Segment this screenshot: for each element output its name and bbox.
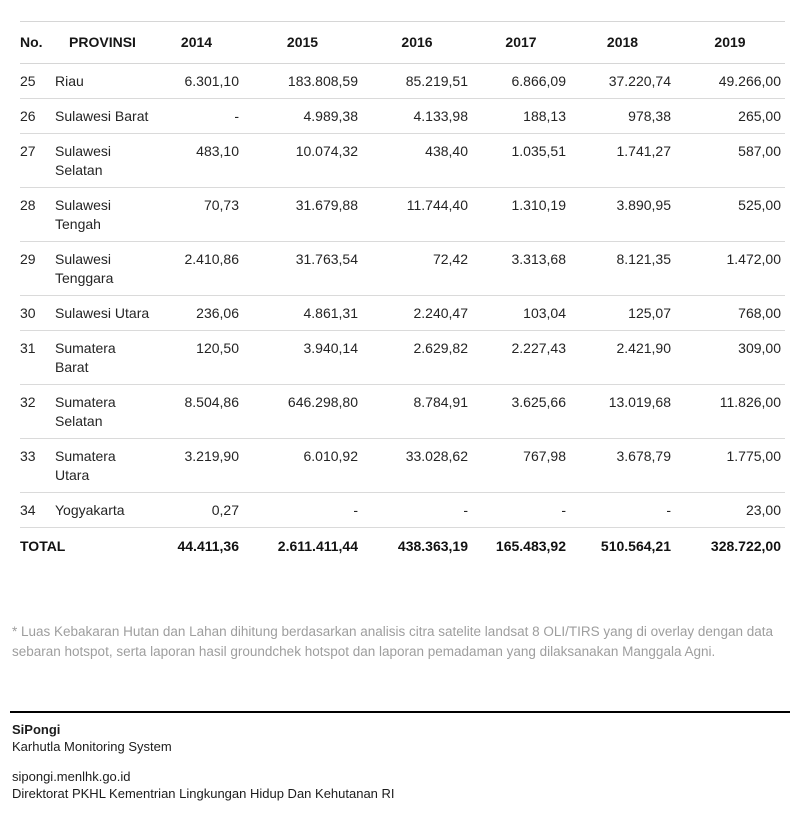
- row-number: 25: [20, 64, 55, 99]
- organization-name: Direktorat PKHL Kementrian Lingkungan Hidup Dan Kehutanan RI: [12, 786, 395, 801]
- total-value-2016: 438.363,19: [397, 538, 468, 554]
- row-number: 28: [20, 188, 55, 242]
- row-number: 29: [20, 242, 55, 296]
- value-2014: 0,27: [150, 493, 243, 528]
- value-2018: 37.220,74: [570, 64, 675, 99]
- value-2016: -: [362, 493, 472, 528]
- value-2017: 3.625,66: [472, 385, 570, 439]
- table-row: [20, 385, 785, 439]
- value-2018: 1.741,27: [570, 134, 675, 188]
- row-number: 34: [20, 493, 55, 528]
- value-2017: 3.313,68: [472, 242, 570, 296]
- value-2018: -: [570, 493, 675, 528]
- row-number: 26: [20, 99, 55, 134]
- value-2016: 8.784,91: [362, 385, 472, 439]
- value-2017: 767,98: [472, 439, 570, 493]
- total-value-2014: 44.411,36: [177, 538, 239, 554]
- table-row: [20, 64, 785, 99]
- column-header-no: No.: [20, 22, 55, 64]
- value-2015: -: [243, 493, 362, 528]
- province-name: Riau: [55, 64, 150, 99]
- value-2015: 10.074,32: [243, 134, 362, 188]
- value-2019: 587,00: [675, 134, 785, 188]
- value-2017: 2.227,43: [472, 331, 570, 385]
- column-header-2014: 2014: [150, 22, 243, 64]
- province-name: Yogyakarta: [55, 493, 150, 528]
- value-2016: 33.028,62: [362, 439, 472, 493]
- value-2019: 768,00: [675, 296, 785, 331]
- total-row: [20, 528, 785, 565]
- table-row: [20, 242, 785, 296]
- value-2019: 309,00: [675, 331, 785, 385]
- website-url: sipongi.menlhk.go.id: [12, 769, 131, 784]
- row-number: 31: [20, 331, 55, 385]
- value-2019: 49.266,00: [675, 64, 785, 99]
- column-header-2017: 2017: [472, 22, 570, 64]
- footnote-text: * Luas Kebakaran Hutan dan Lahan dihitung berdasarkan analisis citra satelite landsat 8 OLI/TIRS yang di overlay dengan data sebaran hotspot, serta laporan hasil groundchek hotspot dan laporan pemadaman yang dilaksanakan Manggala Agni.: [12, 624, 773, 659]
- column-header-provinsi: PROVINSI: [55, 22, 150, 64]
- value-2016: 438,40: [362, 134, 472, 188]
- table-row: [20, 331, 785, 385]
- row-number: 30: [20, 296, 55, 331]
- value-2018: 3.890,95: [570, 188, 675, 242]
- table-row: [20, 134, 785, 188]
- value-2014: 2.410,86: [150, 242, 243, 296]
- table-row: [20, 188, 785, 242]
- value-2019: 525,00: [675, 188, 785, 242]
- total-value-2018: 510.564,21: [600, 538, 671, 554]
- app-name: SiPongi: [12, 722, 61, 737]
- value-2014: 483,10: [150, 134, 243, 188]
- table-row: [20, 493, 785, 528]
- value-2017: -: [472, 493, 570, 528]
- province-name: Sulawesi Utara: [55, 296, 150, 331]
- value-2015: 4.989,38: [243, 99, 362, 134]
- value-2018: 13.019,68: [570, 385, 675, 439]
- value-2014: 8.504,86: [150, 385, 243, 439]
- value-2018: 125,07: [570, 296, 675, 331]
- table-header: [20, 22, 785, 64]
- value-2017: 1.035,51: [472, 134, 570, 188]
- value-2015: 4.861,31: [243, 296, 362, 331]
- province-name: Sumatera Selatan: [55, 385, 150, 439]
- column-header-2015: 2015: [243, 22, 362, 64]
- value-2017: 188,13: [472, 99, 570, 134]
- app-subtitle: Karhutla Monitoring System: [12, 739, 172, 754]
- total-value-2019: 328.722,00: [710, 538, 781, 554]
- value-2015: 31.763,54: [243, 242, 362, 296]
- value-2014: 6.301,10: [150, 64, 243, 99]
- value-2014: 3.219,90: [150, 439, 243, 493]
- value-2017: 103,04: [472, 296, 570, 331]
- value-2014: -: [150, 99, 243, 134]
- value-2014: 70,73: [150, 188, 243, 242]
- value-2016: 4.133,98: [362, 99, 472, 134]
- value-2017: 6.866,09: [472, 64, 570, 99]
- footer-divider: [10, 711, 790, 713]
- column-header-2018: 2018: [570, 22, 675, 64]
- province-name: Sumatera Barat: [55, 331, 150, 385]
- row-number: 27: [20, 134, 55, 188]
- karhutla-area-table: [20, 21, 785, 564]
- value-2019: 1.472,00: [675, 242, 785, 296]
- row-number: 33: [20, 439, 55, 493]
- table-body: [20, 64, 785, 528]
- table-row: [20, 99, 785, 134]
- value-2016: 2.240,47: [362, 296, 472, 331]
- value-2017: 1.310,19: [472, 188, 570, 242]
- value-2015: 646.298,80: [243, 385, 362, 439]
- table-row: [20, 439, 785, 493]
- value-2015: 183.808,59: [243, 64, 362, 99]
- value-2019: 23,00: [675, 493, 785, 528]
- value-2014: 236,06: [150, 296, 243, 331]
- total-value-2017: 165.483,92: [495, 538, 566, 554]
- row-number: 32: [20, 385, 55, 439]
- province-name: Sulawesi Selatan: [55, 134, 150, 188]
- province-name: Sulawesi Tengah: [55, 188, 150, 242]
- value-2016: 85.219,51: [362, 64, 472, 99]
- footer-app-block: [12, 721, 172, 755]
- value-2014: 120,50: [150, 331, 243, 385]
- footer-org-block: [12, 768, 395, 802]
- value-2018: 978,38: [570, 99, 675, 134]
- province-name: Sumatera Utara: [55, 439, 150, 493]
- value-2019: 265,00: [675, 99, 785, 134]
- value-2015: 3.940,14: [243, 331, 362, 385]
- value-2016: 11.744,40: [362, 188, 472, 242]
- value-2018: 8.121,35: [570, 242, 675, 296]
- column-header-2019: 2019: [675, 22, 785, 64]
- total-label: TOTAL: [20, 538, 66, 554]
- province-name: Sulawesi Barat: [55, 99, 150, 134]
- column-header-2016: 2016: [362, 22, 472, 64]
- value-2018: 2.421,90: [570, 331, 675, 385]
- value-2019: 11.826,00: [675, 385, 785, 439]
- total-value-2015: 2.611.411,44: [277, 538, 358, 554]
- value-2018: 3.678,79: [570, 439, 675, 493]
- value-2016: 2.629,82: [362, 331, 472, 385]
- table-row: [20, 296, 785, 331]
- value-2015: 31.679,88: [243, 188, 362, 242]
- province-name: Sulawesi Tenggara: [55, 242, 150, 296]
- value-2019: 1.775,00: [675, 439, 785, 493]
- table-footer: [20, 528, 785, 565]
- value-2016: 72,42: [362, 242, 472, 296]
- header-row: [20, 22, 785, 64]
- value-2015: 6.010,92: [243, 439, 362, 493]
